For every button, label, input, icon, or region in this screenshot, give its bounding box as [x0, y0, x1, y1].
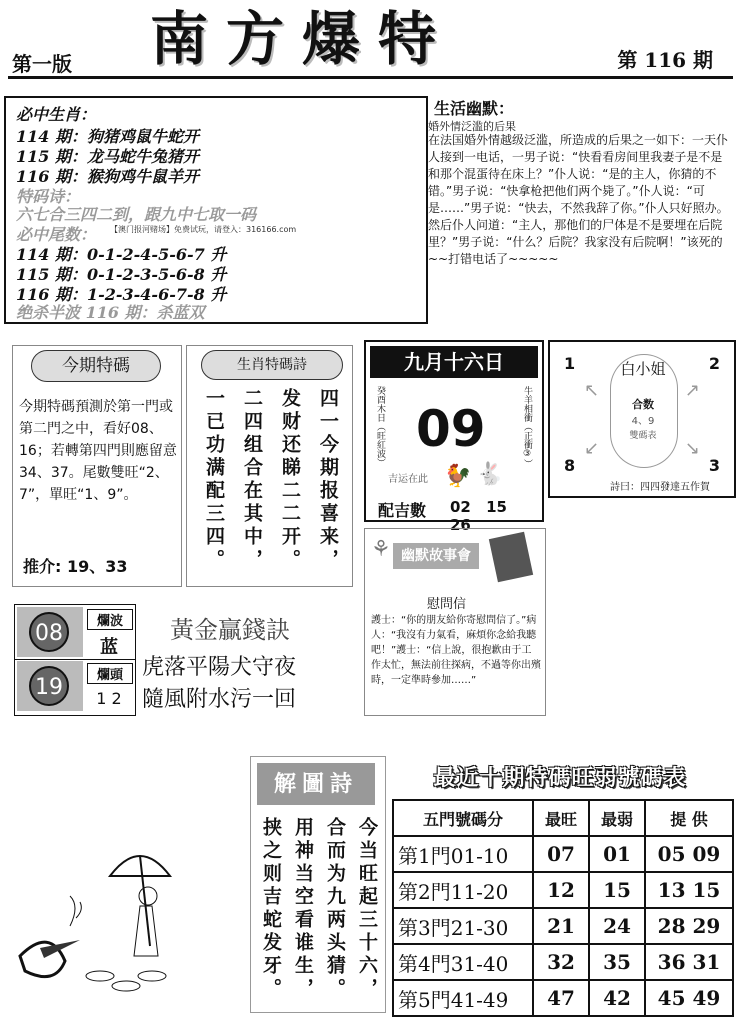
bai-poem: 詩曰：四四發達五作賀 — [610, 482, 710, 493]
this-period-box — [12, 345, 182, 587]
hot-value: 12 — [533, 872, 589, 908]
poem-title: 生肖特碼詩 — [201, 350, 343, 380]
date-box — [364, 340, 544, 534]
zodiac-heading: 必中生肖： — [16, 105, 97, 124]
cold-value: 01 — [589, 836, 645, 872]
lucky-label: 配吉數 — [378, 501, 427, 520]
table-row — [393, 980, 733, 1016]
date-right-note: 牛羊相衝（正衝③） — [522, 386, 532, 468]
table-header-row — [393, 800, 733, 836]
hot-value: 47 — [533, 980, 589, 1016]
humor-block — [428, 96, 738, 322]
special-line: 六七合三四二到，跟九中七取一码 — [16, 205, 257, 224]
offer-value: 28 29 — [645, 908, 733, 944]
recommend-label: 推介: — [23, 557, 62, 576]
table-title: 最近十期特碼旺弱號碼表 — [433, 766, 687, 791]
story-heading: 慰問信 — [427, 597, 467, 612]
zodiac-poem-box — [186, 345, 353, 587]
table-row — [393, 872, 733, 908]
tail-row: 115 期：0-1-2-3-5-6-8 升 — [16, 265, 227, 284]
poem-column: 二四组合在其中， — [241, 388, 263, 572]
poem-column: 发财还睇二二开。 — [279, 388, 301, 572]
offer-value: 13 15 — [645, 872, 733, 908]
bai-value: 4、9 — [631, 416, 655, 427]
lucky-numbers: 02 15 26 — [450, 498, 507, 534]
flower-icon: ⚘ — [371, 537, 391, 562]
zodiac-row: 115 期：龙马蛇牛兔猪开 — [16, 147, 199, 166]
humor-subtitle: 婚外情泛滥的后果 — [428, 120, 516, 133]
arrow-icon: ↗ — [684, 380, 700, 401]
bai-title: 白小姐 — [620, 360, 666, 378]
arrow-icon: ↖ — [584, 380, 600, 401]
story-box — [364, 528, 546, 716]
special-label: 特码诗： — [16, 187, 81, 206]
hot-cold-table-box — [384, 757, 736, 1017]
zodiac-row: 114 期：狗猪鸡鼠牛蛇开 — [16, 127, 199, 146]
rabbit-icon: 🐇 — [476, 462, 504, 487]
corner-8: 8 — [564, 456, 576, 475]
head-value: 1 2 — [96, 689, 122, 708]
col-header: 五門號碼分 — [393, 800, 533, 836]
cold-value: 35 — [589, 944, 645, 980]
this-period-body: 今期特碼預測於第一門或第二門之中，看好08、16；若轉第四門則應留意34、37。尾數雙旺“2、7”，單旺“1、9”。 — [19, 399, 177, 503]
number-ball: 08 — [29, 612, 69, 652]
gold-line: 隨風附水污一回 — [142, 687, 297, 712]
gold-box — [136, 604, 348, 714]
ad-text: 【澳门报河赌场】免费试玩，请登入：316166.com — [110, 225, 297, 234]
recommend-value: 19、33 — [66, 557, 128, 576]
bai-box — [548, 340, 736, 498]
door-range: 第1門01-10 — [393, 836, 533, 872]
col-header: 最旺 — [533, 800, 589, 836]
tail-row: 114 期：0-1-2-4-5-6-7 升 — [16, 245, 227, 264]
tail-row: 116 期：1-2-3-4-6-7-8 升 — [16, 285, 227, 304]
cold-value: 24 — [589, 908, 645, 944]
offer-value: 36 31 — [645, 944, 733, 980]
picture-poem-title: 解圖詩 — [257, 763, 375, 805]
head-label: 爛頭 — [87, 663, 133, 684]
humor-body: 在法国婚外情越级泛滥，所造成的后果之一如下：一天仆人接到一电话，一男子说：“快看看房间里我妻子是不是和那个混蛋待在床上？”仆人说：“是的主人，你猜的不错。”男子说：“快拿枪把他们两个毙了。”仆人说：“可是……”男子说：“快去，不然我辞了你。”仆人只好照办。然后仆人问道：“主人，那他们的尸体是不是要埋在后院里？”男子说：“什么？后院？我家没有后院啊！”该死的~~打错电话了~~~~~ — [428, 133, 729, 266]
humor-title: 生活幽默： — [434, 99, 515, 118]
tail-heading: 必中尾数： — [16, 225, 97, 244]
door-range: 第3門21-30 — [393, 908, 533, 944]
masthead-title: 南方爆特 — [150, 5, 455, 73]
story-body: 護士：“你的朋友給你寄慰問信了。”病人：“我沒有力氣看，麻煩你念給我聽吧！”護士：“信上說，很抱歉由于工作太忙，無法前往探病，不過等你出殯時，一定準時參加……” — [371, 615, 541, 686]
corner-2: 2 — [708, 354, 720, 373]
arrow-icon: ↘ — [684, 438, 700, 459]
rooster-icon: 🐓 — [444, 464, 472, 489]
gold-line: 虎落平陽犬守夜 — [142, 655, 297, 680]
lucky-stamp: 吉运在此 — [388, 474, 428, 485]
poem-column: 今当旺起三十六， — [356, 817, 378, 1001]
wave-label: 爛波 — [87, 609, 133, 630]
issue-number: 第 116 期 — [617, 48, 713, 72]
gold-title: 黃金贏錢訣 — [170, 616, 290, 644]
offer-value: 45 49 — [645, 980, 733, 1016]
bai-note: 雙碼表 — [629, 431, 657, 441]
header-rule — [8, 76, 733, 79]
offer-value: 05 09 — [645, 836, 733, 872]
arrow-icon: ↙ — [584, 438, 600, 459]
book-icon — [489, 532, 533, 583]
cold-value: 15 — [589, 872, 645, 908]
col-header: 最弱 — [589, 800, 645, 836]
poem-column: 四一今期报喜来， — [317, 388, 339, 572]
table-row — [393, 836, 733, 872]
kill-wave: 绝杀半波 116 期：杀蓝双 — [16, 303, 205, 322]
number-ball: 19 — [29, 666, 69, 706]
table-row — [393, 944, 733, 980]
story-title: 幽默故事會 — [393, 543, 479, 569]
picture-poem-box — [250, 756, 386, 1013]
table-row — [393, 908, 733, 944]
hot-value: 21 — [533, 908, 589, 944]
wave-value: 蓝 — [100, 637, 118, 658]
hot-value: 32 — [533, 944, 589, 980]
recommend-line — [23, 554, 128, 577]
hot-cold-table — [392, 799, 734, 1017]
date-left-note: 癸酉木日（旺紅波） — [375, 386, 385, 467]
door-range: 第4門31-40 — [393, 944, 533, 980]
corner-1: 1 — [564, 354, 576, 373]
corner-3: 3 — [708, 456, 720, 475]
date-number: 09 — [416, 400, 486, 458]
date-title: 九月十六日 — [370, 346, 538, 378]
zodiac-row: 116 期：猴狗鸡牛鼠羊开 — [16, 167, 199, 186]
poem-column: 合而为九两头猜。 — [324, 817, 346, 1001]
this-period-title: 今期特碼 — [31, 350, 161, 382]
cold-value: 42 — [589, 980, 645, 1016]
edition-label: 第一版 — [12, 52, 72, 76]
door-range: 第5門41-49 — [393, 980, 533, 1016]
poem-column: 一已功满配三四。 — [203, 388, 225, 572]
rabbit-umbrella-illustration — [0, 836, 250, 1026]
col-header: 提 供 — [645, 800, 733, 836]
bai-label: 合数 — [632, 398, 654, 411]
poem-column: 挟之则吉蛇发牙。 — [260, 817, 282, 1001]
hot-value: 07 — [533, 836, 589, 872]
wave-box — [14, 604, 136, 716]
zodiac-block — [4, 96, 428, 324]
poem-column: 用神当空看谁生， — [292, 817, 314, 1001]
door-range: 第2門11-20 — [393, 872, 533, 908]
